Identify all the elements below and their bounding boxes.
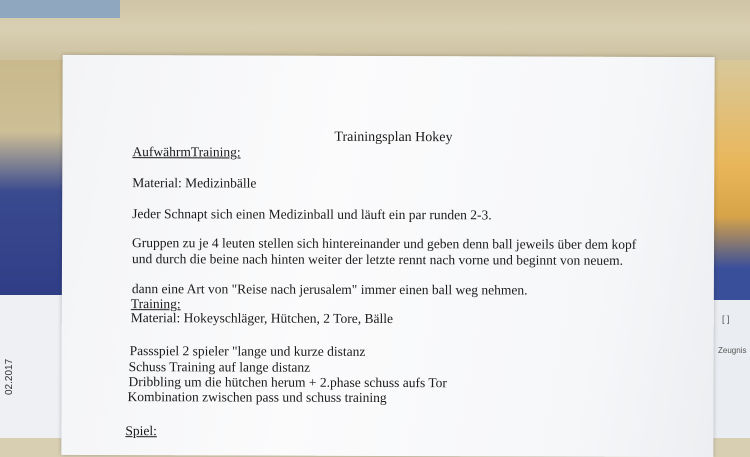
training-item: Dribbling um die hütchen herum + 2.phase schuss aufs Tor <box>128 374 447 391</box>
warmup-heading: AufwährmTraining: <box>132 144 241 160</box>
warmup-paragraph-2-line-1: Gruppen zu je 4 leuten stellen sich hintereinander und geben denn ball jeweils über dem kopf <box>132 235 637 252</box>
warmup-paragraph-2-line-2: und durch die beine nach hinten weiter der letzte rennt nach vorne und beginnt von neuem. <box>131 251 624 268</box>
warmup-material: Material: Medizinbälle <box>132 175 257 191</box>
side-box-text: [ ] <box>722 314 730 324</box>
training-item: Passspiel 2 spieler "lange und kurze distanz <box>129 343 366 359</box>
training-item: Schuss Training auf lange distanz <box>128 359 311 375</box>
document-title: Trainingsplan Hokey <box>334 129 453 146</box>
training-plan-paper <box>61 55 714 457</box>
training-material: Material: Hokeyschläger, Hütchen, 2 Tore, Bälle <box>130 310 393 327</box>
training-heading: Training: <box>130 296 181 312</box>
warmup-paragraph-1: Jeder Schnapt sich einen Medizinball und läuft ein par runden 2-3. <box>132 206 492 223</box>
side-label-text: Zeugnis <box>718 346 747 355</box>
warmup-paragraph-3: dann eine Art von "Reise nach jerusalem" immer einen ball weg nehmen. <box>131 281 528 298</box>
document-content <box>61 55 714 457</box>
training-item: Kombination zwischen pass und schuss training <box>127 389 387 405</box>
side-date-text <box>4 381 15 395</box>
background-corner <box>0 0 120 18</box>
game-heading: Spiel: <box>125 423 157 439</box>
